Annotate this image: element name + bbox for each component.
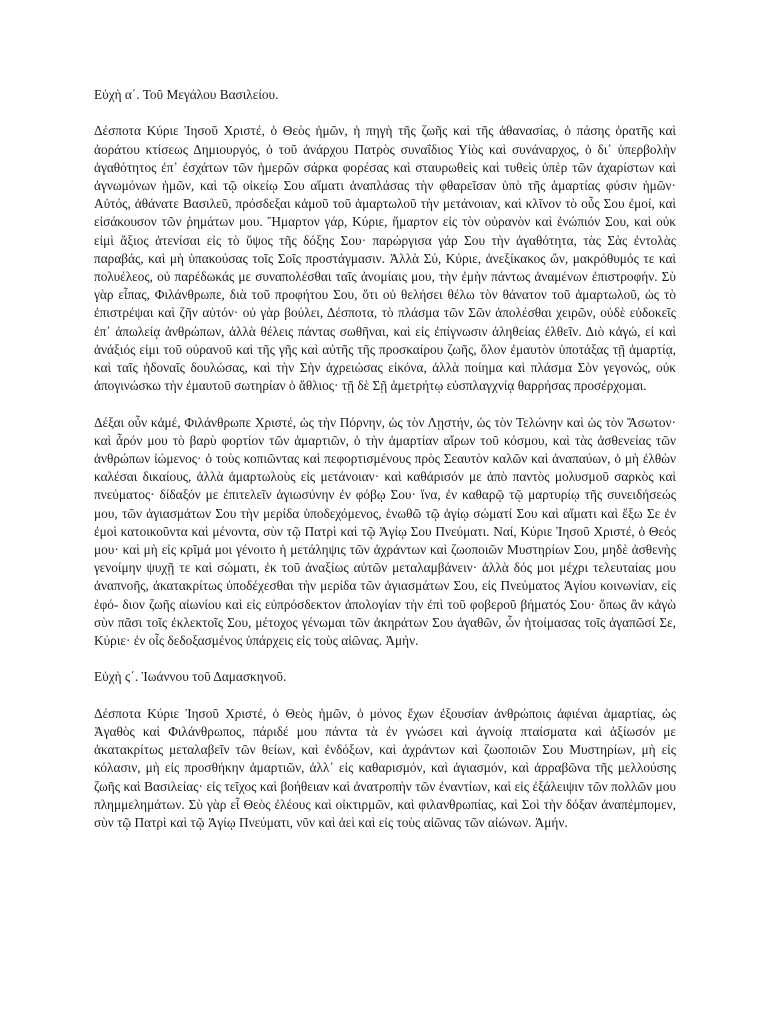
document-page — [94, 86, 676, 850]
prayer-1-paragraph-2: Δέξαι οὖν κἀμέ, Φιλάνθρωπε Χριστέ, ὡς τὴν Πόρνην, ὡς τὸν Λῃστήν, ὡς τὸν Τελώνην καὶ ὡς τὸν Ἄσωτον· καὶ ἆρόν μου τὸ βαρὺ φορτίον τῶν ἁμαρτιῶν, ὁ τὴν ἁμαρτίαν αἴρων τοῦ κόσμου, καὶ τὰς ἀσθενείας τῶν ἀνθρώπων ἰώμενος· ὁ τοὺς κοπιῶντας καὶ πεφορτισμένους πρὸς Σεαυτὸν καλῶν καὶ ἀναπαύων, ὁ μὴ ἐλθὼν καλέσαι δικαίους, ἀλλὰ ἁμαρτωλοὺς εἰς μετάνοιαν· καὶ καθάρισόν με ἀπὸ παντὸς μολυσμοῦ σαρκὸς καὶ πνεύματος· δίδαξόν με ἐπιτελεῖν ἁγιωσύνην ἐν φόβῳ Σου· ἵνα, ἐν καθαρῷ τῷ μαρτυρίῳ τῆς συνειδήσεώς μου, τῶν ἁγιασμάτων Σου τὴν μερίδα ὑποδεχόμενος, ἑνωθῶ τῷ ἁγίῳ σώματί Σου καὶ αἵματι καὶ ἕξω Σε ἐν ἐμοὶ κατοικοῦντα καὶ μένοντα, σὺν τῷ Πατρὶ καὶ τῷ Ἁγίῳ Σου Πνεύματι. Ναί, Κύριε Ἰησοῦ Χριστέ, ὁ Θεός μου· καὶ μὴ εἰς κρῖμά μοι γένοιτο ἡ μετάληψις τῶν ἀχράντων καὶ ζωοποιῶν Μυστηρίων Σου, μηδὲ ἀσθενὴς γενοίμην ψυχῇ τε καὶ σώματι, ἐκ τοῦ ἀναξίως αὐτῶν μεταλαμβάνειν· ἀλλὰ δός μοι μέχρι τελευταίας μου ἀναπνοῆς, ἀκατακρίτως ὑποδέχεσθαι τὴν μερίδα τῶν ἁγιασμάτων Σου, εἰς Πνεύματος Ἁγίου κοινωνίαν, εἰς ἐφό- διον ζωῆς αἰωνίου καὶ εἰς εὐπρόσδεκτον ἀπολογίαν τὴν ἐπὶ τοῦ φοβεροῦ βήματός Σου· ὅπως ἂν κἀγὼ σὺν πᾶσι τοῖς ἐκλεκτοῖς Σου, μέτοχος γένωμαι τῶν ἀκηράτων Σου ἀγαθῶν, ὧν ἡτοίμασας τοῖς ἀγαπῶσί Σε, Κύριε· ἐν οἷς δεδοξασμένος ὑπάρχεις εἰς τοὺς αἰῶνας. Ἀμήν. — [94, 414, 676, 649]
prayer-1-title: Εὐχὴ α΄. Τοῦ Μεγάλου Βασιλείου. — [94, 87, 279, 102]
prayer-1-paragraph-1: Δέσποτα Κύριε Ἰησοῦ Χριστέ, ὁ Θεὸς ἡμῶν, ἡ πηγὴ τῆς ζωῆς καὶ τῆς ἀθανασίας, ὁ πάσης ὁρατῆς καὶ ἀοράτου κτίσεως Δημιουργός, ὁ τοῦ ἀνάρχου Πατρὸς συναΐδιος Υἱὸς καὶ συνάναρχος, ὁ δι᾽ ὑπερβολὴν ἀγαθότητος ἐπ᾽ ἐσχάτων τῶν ἡμερῶν σάρκα φορέσας καὶ σταυρωθεὶς καὶ τυθεὶς ὑπὲρ τῶν ἀχαρίστων καὶ ἀγνωμόνων ἡμῶν, καὶ τῷ οἰκείῳ Σου αἵματι ἀναπλάσας τὴν φθαρεῖσαν ὑπὸ τῆς ἁμαρτίας φύσιν ἡμῶν· Αὐτός, ἀθάνατε Βασιλεῦ, πρόσδεξαι κἀμοῦ τοῦ ἁμαρτωλοῦ τὴν μετάνοιαν, καὶ κλῖνον τὸ οὖς Σου ἐμοί, καὶ εἰσάκουσον τῶν ῥημάτων μου. Ἥμαρτον γάρ, Κύριε, ἥμαρτον εἰς τὸν οὐρανὸν καὶ ἐνώπιόν Σου, καὶ οὐκ εἰμὶ ἄξιος ἀτενίσαι εἰς τὸ ὕψος τῆς δόξης Σου· παρώργισα γάρ Σου τὴν ἀγαθότητα, τὰς Σὰς ἐντολὰς παραβάς, καὶ μὴ ὑπακούσας τοῖς Σοῖς προστάγμασιν. Ἀλλὰ Σύ, Κύριε, ἀνεξίκακος ὤν, μακρόθυμός τε καὶ πολυέλεος, οὐ παρέδωκάς με συναπολέσθαι ταῖς ἀνομίαις μου, τὴν ἐμὴν πάντως ἀναμένων ἐπιστροφήν. Σὺ γὰρ εἶπας, Φιλάνθρωπε, διὰ τοῦ προφήτου Σου, ὅτι οὐ θελήσει θέλω τὸν θάνατον τοῦ ἁμαρτωλοῦ, ὡς τὸ ἐπιστρέψαι καὶ ζῆν αὐτόν· οὐ γὰρ βούλει, Δέσποτα, τὸ πλάσμα τῶν Σῶν ἀπολέσθαι χειρῶν, οὐδὲ εὐδοκεῖς ἐπ᾽ ἀπωλείᾳ ἀνθρώπων, ἀλλὰ θέλεις πάντας σωθῆναι, καὶ εἰς ἐπίγνωσιν ἀληθείας ἐλθεῖν. Διὸ κἀγώ, εἰ καὶ ἀνάξιός εἰμι τοῦ οὐρανοῦ καὶ τῆς γῆς καὶ αὐτῆς τῆς προσκαίρου ζωῆς, ὅλον ἐμαυτὸν ὑποτάξας τῇ ἁμαρτίᾳ, καὶ ταῖς ἡδοναῖς δουλώσας, καὶ τὴν Σὴν ἀχρειώσας εἰκόνα, ἀλλὰ ποίημα καὶ πλάσμα Σὸν γεγονώς, οὐκ ἀπογινώσκω τὴν ἐμαυτοῦ σωτηρίαν ὁ ἄθλιος· τῇ δὲ Σῇ ἀμετρήτῳ εὐσπλαγχνίᾳ θαρρήσας προσέρχομαι. — [94, 123, 676, 394]
prayer-2-title: Εὐχὴ ϛ΄. Ἰωάννου τοῦ Δαμασκηνοῦ. — [94, 669, 287, 685]
prayer-2-paragraph-1: Δέσποτα Κύριε Ἰησοῦ Χριστέ, ὁ Θεὸς ἡμῶν, ὁ μόνος ἔχων ἐξουσίαν ἀνθρώποις ἀφιέναι ἁμαρτίας, ὡς Ἀγαθὸς καὶ Φιλάνθρωπος, πάριδέ μου πάντα τὰ ἐν γνώσει καὶ ἀγνοίᾳ πταίσματα καὶ ἀξίωσόν με ἀκατακρίτως μεταλαβεῖν τῶν θείων, καὶ ἐνδόξων, καὶ ἀχράντων καὶ ζωοποιῶν Σου Μυστηρίων, μὴ εἰς κόλασιν, μὴ εἰς προσθήκην ἁμαρτιῶν, ἀλλ᾽ εἰς καθαρισμόν, καὶ ἁγιασμόν, καὶ ἀρραβῶνα τῆς μελλούσης ζωῆς καὶ Βασιλείας· εἰς τεῖχος καὶ βοήθειαν καὶ ἀνατροπὴν τῶν ἐναντίων, καὶ εἰς ἐξάλειψιν τῶν πολλῶν μου πλημμελημάτων. Σὺ γὰρ εἶ Θεὸς ἐλέους καὶ οἰκτιρμῶν, καὶ φιλανθρωπίας, καὶ Σοὶ τὴν δόξαν ἀναπέμπομεν, σὺν τῷ Πατρὶ καὶ τῷ Ἁγίῳ Πνεύματι, νῦν καὶ ἀεὶ καὶ εἰς τοὺς αἰῶνας τῶν αἰώνων. Ἀμήν. — [94, 705, 676, 831]
